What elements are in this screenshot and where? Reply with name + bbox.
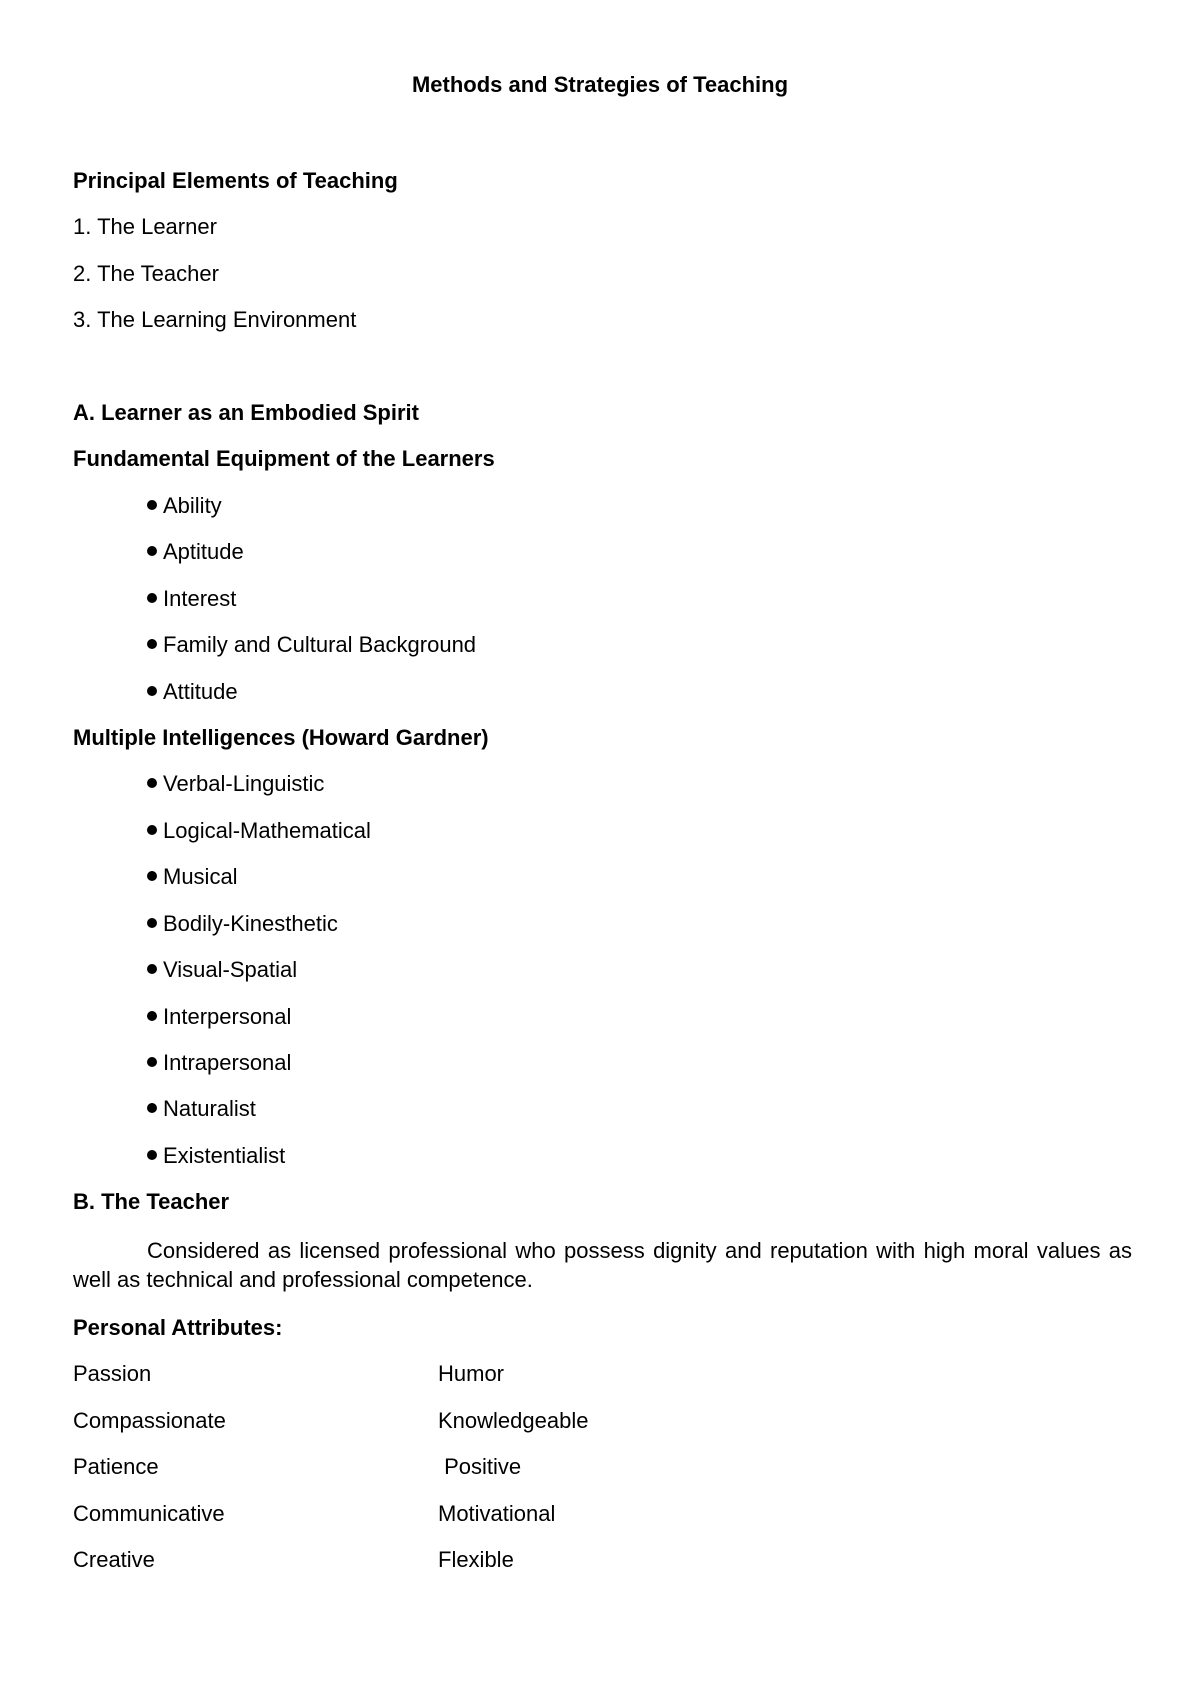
teacher-paragraph: Considered as licensed professional who possess dignity and reputation with high moral values as well as technical and professional competence.: [73, 1238, 1132, 1292]
list-item: Logical-Mathematical: [147, 818, 371, 844]
principal-item: 2. The Teacher: [73, 261, 219, 286]
list-item: Bodily-Kinesthetic: [147, 911, 338, 937]
attribute-left: Communicative: [73, 1501, 225, 1526]
list-item: Naturalist: [147, 1096, 256, 1122]
list-item: Ability: [147, 493, 222, 519]
attributes-heading: Personal Attributes:: [73, 1315, 283, 1340]
bullet-icon: [147, 918, 157, 928]
section-a-heading: A. Learner as an Embodied Spirit: [73, 400, 419, 425]
list-item: Interest: [147, 586, 236, 612]
bullet-icon: [147, 1150, 157, 1160]
list-item: Aptitude: [147, 539, 244, 565]
list-item: Intrapersonal: [147, 1050, 291, 1076]
equipment-heading: Fundamental Equipment of the Learners: [73, 446, 495, 471]
list-item: Musical: [147, 864, 238, 890]
attribute-right: Motivational: [438, 1501, 556, 1526]
mi-heading: Multiple Intelligences (Howard Gardner): [73, 725, 489, 750]
bullet-icon: [147, 1011, 157, 1021]
principal-item: 1. The Learner: [73, 214, 217, 239]
bullet-icon: [147, 1057, 157, 1067]
attribute-right: Humor: [438, 1361, 505, 1386]
attribute-right: Knowledgeable: [438, 1408, 589, 1433]
bullet-icon: [147, 593, 157, 603]
principal-heading: Principal Elements of Teaching: [73, 168, 398, 193]
bullet-icon: [147, 500, 157, 510]
principal-item: 3. The Learning Environment: [73, 307, 357, 332]
list-item: Verbal-Linguistic: [147, 771, 324, 797]
attribute-right: Positive: [438, 1454, 522, 1479]
list-item: Existentialist: [147, 1143, 285, 1169]
page-title: Methods and Strategies of Teaching: [411, 72, 789, 97]
bullet-icon: [147, 964, 157, 974]
bullet-icon: [147, 871, 157, 881]
attribute-left: Passion: [73, 1361, 152, 1386]
attribute-left: Creative: [73, 1547, 155, 1572]
list-item: Family and Cultural Background: [147, 632, 476, 658]
list-item: Visual-Spatial: [147, 957, 297, 983]
list-item: Interpersonal: [147, 1004, 291, 1030]
section-b-heading: B. The Teacher: [73, 1189, 230, 1214]
bullet-icon: [147, 639, 157, 649]
bullet-icon: [147, 546, 157, 556]
list-item: Attitude: [147, 679, 238, 705]
attribute-left: Patience: [73, 1454, 159, 1479]
bullet-icon: [147, 1103, 157, 1113]
bullet-icon: [147, 778, 157, 788]
bullet-icon: [147, 825, 157, 835]
attribute-left: Compassionate: [73, 1408, 226, 1433]
attribute-right: Flexible: [438, 1547, 514, 1572]
bullet-icon: [147, 686, 157, 696]
